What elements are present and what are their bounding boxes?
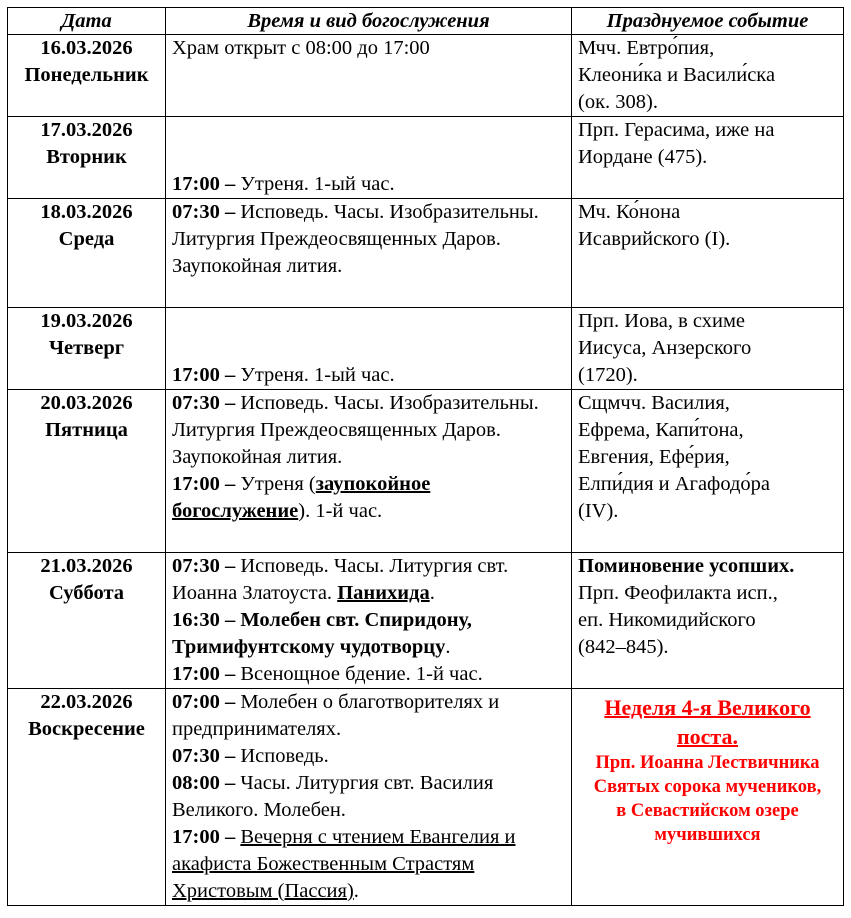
- weekday: Пятница: [45, 419, 128, 441]
- table-row: [8, 308, 844, 390]
- service-emphasis: заупокойное богослужение: [172, 473, 431, 522]
- service-time: 07:00 –: [172, 691, 236, 713]
- feast-cell: [572, 199, 844, 308]
- feast-line: Елпи́дия и Агафодо́ра: [578, 473, 771, 495]
- feast-line: Ефрема, Капи́тона,: [578, 419, 744, 441]
- date-cell: [8, 390, 166, 553]
- feast-line: Прп. Иоанна Лествичника: [595, 753, 820, 773]
- schedule-table: [7, 7, 844, 906]
- date: 19.03.2026: [40, 310, 133, 332]
- feast-line: Святых сорока мучеников,: [593, 777, 822, 797]
- weekday: Воскресение: [28, 718, 145, 740]
- service-emphasis: Панихида: [337, 582, 430, 604]
- header-row: [8, 8, 844, 35]
- table-row: [8, 199, 844, 308]
- service-text: Исповедь. Часы. Литургия свт. Иоанна Златоуста.: [172, 555, 509, 604]
- service-time: 07:30 –: [172, 392, 236, 414]
- feast-line: Исаврийского (I).: [578, 228, 731, 250]
- feast-line: Евгения, Ефе́рия,: [578, 446, 730, 468]
- service-time: 08:00 –: [172, 772, 236, 794]
- service-time: 17:00 –: [172, 364, 236, 386]
- table-row: [8, 553, 844, 689]
- feast-line: (1720).: [578, 364, 638, 386]
- date: 17.03.2026: [40, 119, 133, 141]
- service-text: ). 1-й час.: [298, 500, 383, 522]
- service-text: Исповедь. Часы. Изобразительны. Литургия Преждеосвященных Даров. Заупокойная лития.: [172, 201, 539, 277]
- service-cell: [166, 199, 572, 308]
- service-cell: [166, 35, 572, 117]
- feast-line: мучившихся: [654, 825, 761, 845]
- service-text: Исповедь. Часы. Изобразительны. Литургия Преждеосвященных Даров. Заупокойная лития.: [172, 392, 539, 468]
- service-cell: [166, 117, 572, 199]
- weekday: Вторник: [46, 146, 127, 168]
- service-time: 17:00 –: [172, 173, 236, 195]
- header-feast: Празднуемое событие: [572, 8, 844, 35]
- weekday: Среда: [58, 228, 115, 250]
- service-cell: [166, 689, 572, 906]
- feast-line: Прп. Иова, в схиме: [578, 310, 746, 332]
- feast-cell: [572, 35, 844, 117]
- service-underlined: Вечерня с чтением Евангелия и акафиста Божественным Страстям Христовым (Пассия): [172, 826, 516, 902]
- feast-line: Мчч. Евтро́пия,: [578, 37, 715, 59]
- service-text: .: [429, 582, 435, 604]
- service-text: Утреня. 1-ый час.: [235, 364, 395, 386]
- feast-cell: [572, 117, 844, 199]
- feast-cell: [572, 308, 844, 390]
- service-time: 07:30 –: [172, 745, 236, 767]
- date-cell: [8, 117, 166, 199]
- feast-line: (842–845).: [578, 636, 669, 658]
- service-time: 17:00 –: [172, 473, 236, 495]
- date-cell: [8, 308, 166, 390]
- service-text: Храм открыт с 08:00 до 17:00: [172, 37, 430, 59]
- feast-cell: [572, 553, 844, 689]
- service-text: Молебен о благотворителях и предпринимателях.: [172, 691, 500, 740]
- feast-line: еп. Никомидийского: [578, 609, 756, 631]
- service-time: 07:30 –: [172, 555, 236, 577]
- date-cell: [8, 689, 166, 906]
- table-row: [8, 35, 844, 117]
- service-time: 17:00 –: [172, 663, 236, 685]
- date: 20.03.2026: [40, 392, 133, 414]
- feast-line: Мч. Ко́нона: [578, 201, 681, 223]
- service-time: 07:30 –: [172, 201, 236, 223]
- feast-bold-line: Поминовение усопших.: [578, 555, 795, 577]
- feast-line: Сщмчч. Василия,: [578, 392, 730, 414]
- table-row: [8, 689, 844, 906]
- service-time: 16:30 – Молебен свт. Спиридону, Тримифунтскому чудотворцу: [172, 609, 472, 658]
- date-cell: [8, 35, 166, 117]
- service-cell: [166, 390, 572, 553]
- feast-cell: [572, 390, 844, 553]
- date: 18.03.2026: [40, 201, 133, 223]
- table-row: [8, 117, 844, 199]
- weekday: Суббота: [48, 582, 125, 604]
- date: 16.03.2026: [40, 37, 133, 59]
- header-date: Дата: [8, 8, 166, 35]
- service-cell: [166, 553, 572, 689]
- service-text: Часы. Литургия свт. Василия Великого. Молебен.: [172, 772, 494, 821]
- service-text: Утреня. 1-ый час.: [235, 173, 395, 195]
- feast-line: Клеони́ка и Васили́ска: [578, 64, 776, 86]
- service-text: Всенощное бдение. 1-й час.: [235, 663, 483, 685]
- header-service: Время и вид богослужения: [166, 8, 572, 35]
- feast-line: (ок. 308).: [578, 91, 658, 113]
- feast-line: Прп. Герасима, иже на: [578, 119, 775, 141]
- weekday: Понедельник: [24, 64, 149, 86]
- service-text: .: [353, 880, 359, 902]
- date-cell: [8, 553, 166, 689]
- service-text: Исповедь.: [235, 745, 329, 767]
- service-cell: [166, 308, 572, 390]
- date: 21.03.2026: [40, 555, 133, 577]
- feast-line: Прп. Феофилакта исп.,: [578, 582, 778, 604]
- feast-cell: [572, 689, 844, 906]
- service-time: 17:00 –: [172, 826, 236, 848]
- table-row: [8, 390, 844, 553]
- date: 22.03.2026: [40, 691, 133, 713]
- feast-line: (IV).: [578, 500, 619, 522]
- feast-line: Иисуса, Анзерского: [578, 337, 752, 359]
- feast-title: Неделя 4-я Великого поста.: [604, 695, 811, 749]
- service-text: Утреня (: [235, 473, 316, 495]
- feast-line: в Севастийском озере: [616, 801, 799, 821]
- weekday: Четверг: [48, 337, 125, 359]
- date-cell: [8, 199, 166, 308]
- feast-line: Иордане (475).: [578, 146, 708, 168]
- service-text: .: [445, 636, 451, 658]
